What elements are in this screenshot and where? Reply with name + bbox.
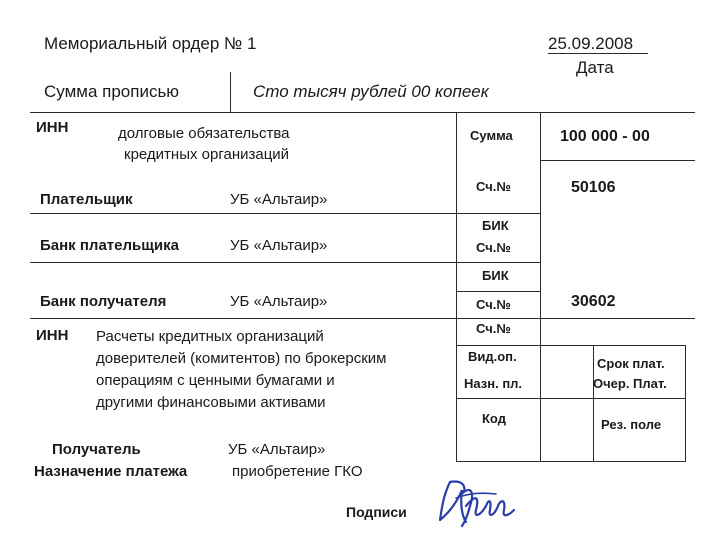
grid-bottom-line <box>456 461 685 462</box>
account2-label: Сч.№ <box>476 240 511 255</box>
amount-words-label: Сумма прописью <box>44 82 180 101</box>
purpose-code-label: Назн. пл. <box>464 376 523 391</box>
purpose-line1: Расчеты кредитных организаций <box>96 328 324 345</box>
amount-words-value: Сто тысяч рублей 00 копеек <box>253 82 489 101</box>
due-date-label: Срок плат. <box>597 356 665 371</box>
date-underline <box>548 53 648 54</box>
reserve-field-label: Рез. поле <box>601 417 662 432</box>
sum-value: 100 000 - 00 <box>560 128 650 145</box>
grid-right-outer-border <box>685 345 686 462</box>
grid-line-bik1 <box>456 262 540 263</box>
payer-bank-underline <box>30 262 456 263</box>
account1-value: 50106 <box>571 179 616 196</box>
recipient-value: УБ «Альтаир» <box>228 441 326 458</box>
grid-line-account3 <box>456 318 695 319</box>
sum-label: Сумма <box>470 128 513 143</box>
recipient-bank-label: Банк получателя <box>40 293 167 310</box>
handwritten-signature <box>436 476 520 536</box>
account3-label: Сч.№ <box>476 297 511 312</box>
account1-label: Сч.№ <box>476 179 511 194</box>
date-label: Дата <box>576 58 614 77</box>
code-label: Код <box>482 411 506 426</box>
payer-description-line2: кредитных организаций <box>124 146 290 163</box>
grid-line-purpose-code <box>456 398 685 399</box>
signatures-label: Подписи <box>346 504 407 520</box>
grid-middle-border <box>540 112 541 462</box>
bik2-label: БИК <box>482 268 509 283</box>
purpose-line3: операциям с ценными бумагами и <box>96 372 335 389</box>
payer-underline <box>30 213 456 214</box>
recipient-label: Получатель <box>52 441 141 458</box>
payer-label: Плательщик <box>40 191 133 208</box>
grid-line-sum <box>540 160 695 161</box>
payer-value: УБ «Альтаир» <box>230 191 328 208</box>
grid-line-bik2 <box>456 291 540 292</box>
payment-purpose-label: Назначение платежа <box>34 463 188 480</box>
document-title: Мемориальный ордер № 1 <box>44 34 257 53</box>
payer-bank-value: УБ «Альтаир» <box>230 237 328 254</box>
recipient-inn-label: ИНН <box>36 327 69 344</box>
top-border-line <box>30 112 695 113</box>
document-date: 25.09.2008 <box>548 34 634 53</box>
recipient-bank-value: УБ «Альтаир» <box>230 293 328 310</box>
op-type-label: Вид.оп. <box>468 349 517 364</box>
purpose-line2: доверителей (комитентов) по брокерским <box>96 350 387 367</box>
payer-bank-label: Банк плательщика <box>40 237 179 254</box>
amount-words-divider <box>230 72 231 112</box>
grid-left-border <box>456 112 457 462</box>
account4-label: Сч.№ <box>476 321 511 336</box>
bik1-label: БИК <box>482 218 509 233</box>
purpose-line4: другими финансовыми активами <box>96 394 326 411</box>
payment-priority-label: Очер. Плат. <box>593 376 667 391</box>
grid-right-inner-border <box>593 345 594 462</box>
grid-line-account4 <box>456 345 685 346</box>
recipient-bank-underline <box>30 318 456 319</box>
payer-description-line1: долговые обязательства <box>118 125 290 142</box>
account3-value: 30602 <box>571 293 616 310</box>
grid-line-account1 <box>456 213 540 214</box>
payment-purpose-value: приобретение ГКО <box>232 463 363 480</box>
payer-inn-label: ИНН <box>36 119 69 136</box>
